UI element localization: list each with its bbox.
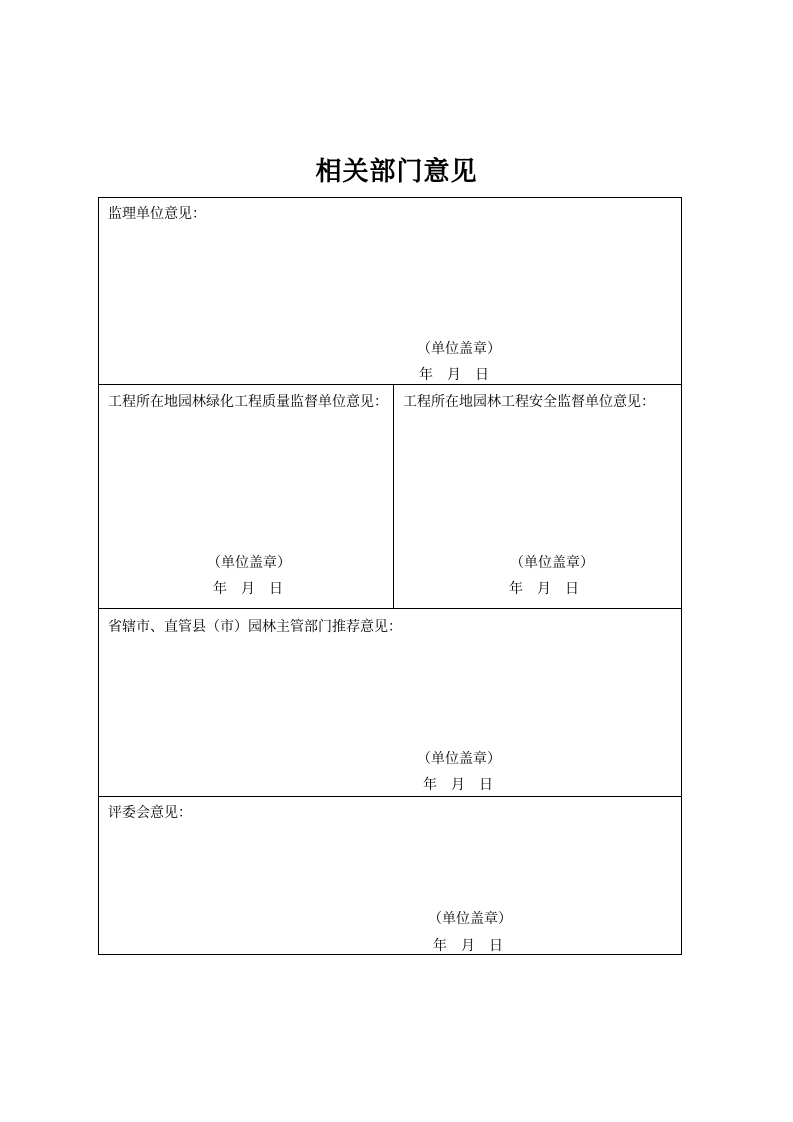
committee-seal-text: （单位盖章）: [428, 911, 512, 927]
quality-date-text: 年 月 日: [213, 581, 283, 597]
safety-date-text: 年 月 日: [509, 581, 579, 597]
divider-line: [99, 384, 681, 385]
quality-opinion-label: 工程所在地园林绿化工程质量监督单位意见：: [108, 394, 388, 410]
committee-date-text: 年 月 日: [433, 938, 503, 954]
provincial-opinion-label: 省辖市、直管县（市）园林主管部门推荐意见：: [108, 619, 402, 635]
supervision-opinion-label: 监理单位意见：: [108, 206, 206, 222]
supervision-date-text: 年 月 日: [419, 367, 489, 383]
supervision-seal-text: （单位盖章）: [417, 341, 501, 357]
divider-line: [99, 608, 681, 609]
provincial-date-text: 年 月 日: [423, 777, 493, 793]
safety-seal-text: （单位盖章）: [510, 555, 594, 571]
safety-opinion-label: 工程所在地园林工程安全监督单位意见：: [403, 394, 655, 410]
opinion-form: [98, 197, 682, 955]
page-title: 相关部门意见: [315, 157, 478, 187]
committee-opinion-label: 评委会意见：: [108, 805, 192, 821]
provincial-seal-text: （单位盖章）: [417, 751, 501, 767]
quality-seal-text: （单位盖章）: [207, 555, 291, 571]
column-divider: [393, 384, 394, 608]
divider-line: [99, 796, 681, 797]
